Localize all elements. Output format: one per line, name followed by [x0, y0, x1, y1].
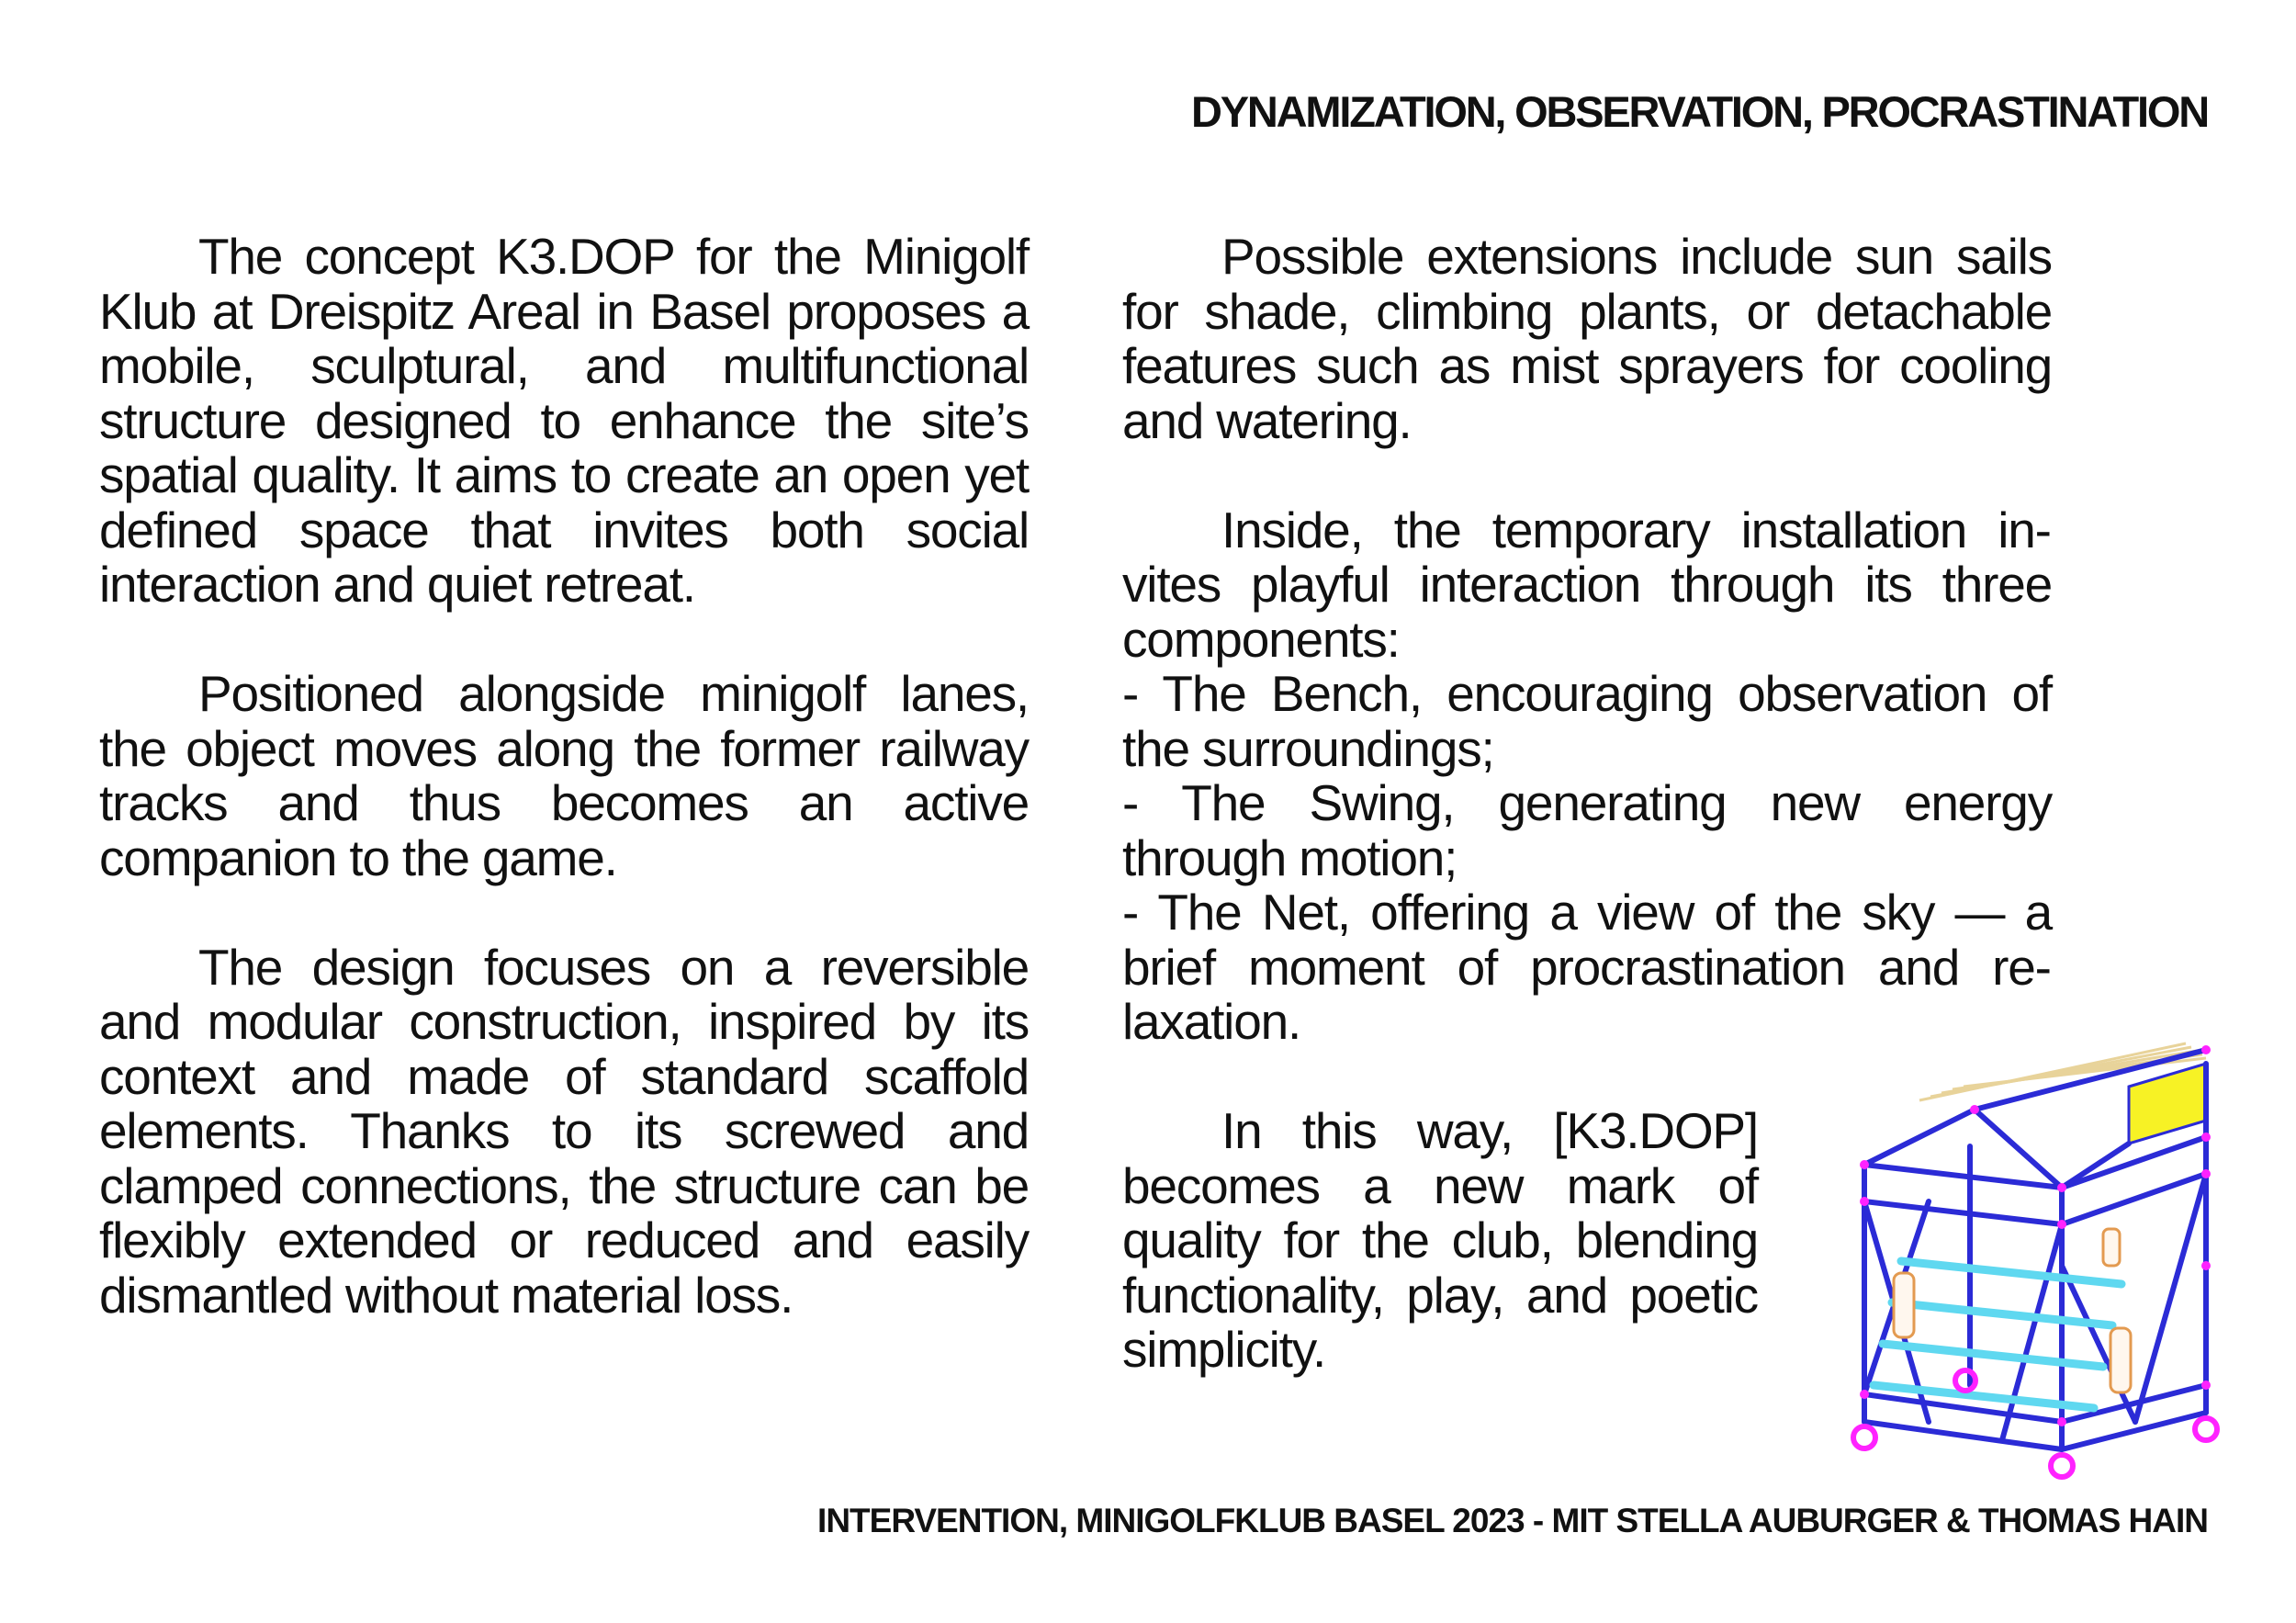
position-paragraph: Positioned alongside minigolf lanes, the object moves along the former railway tracks and thus becomes an active companion to the game.	[99, 665, 1029, 886]
component-swing: - The Swing, generating new energy through motion;	[1122, 774, 2052, 886]
footer-credit: INTERVENTION, MINIGOLFKLUB BASEL 2023 - MIT STELLA AUBURGER & THOMAS HAIN	[817, 1502, 2208, 1539]
design-paragraph: The design focuses on a reversible and modular construction, inspired by its context and made of standard scaffold elements. Thanks to its screwed and clamped connections, the structure can be flexibly extended or reduced and easily dismantled without material loss.	[99, 938, 1029, 1324]
components-paragraph	[1122, 503, 2052, 1050]
extensions-paragraph: Possible extensions include sun sails for shade, climbing plants, or detachable features such as mist sprayers for cooling and watering.	[1122, 228, 2052, 449]
structure-drawing	[1846, 1036, 2223, 1495]
closing-paragraph: In this way, [K3.DOP] becomes a new mark of quality for the club, blending functionality, play, and poetic simplicity.	[1122, 1102, 1758, 1378]
left-column	[99, 230, 1029, 1378]
page-title: DYNAMIZATION, OBSERVATION, PROCRASTINATION	[1191, 87, 2208, 136]
component-bench: - The Bench, encouraging observation of the surroundings;	[1122, 665, 2052, 777]
concept-paragraph: The concept K3.DOP for the Minigolf Klub at Dreispitz Areal in Basel proposes a mobile, sculptural, and multifunctional structure designed to enhance the site’s spatial quality. It aims to create an open yet defined space that invites both social interaction and quiet retreat.	[99, 228, 1029, 613]
components-intro: Inside, the temporary installation invites playful interaction through its three components:	[1122, 501, 2052, 668]
component-net: - The Net, offering a view of the sky — a brief moment of procrastination and relaxation.	[1122, 884, 2052, 1050]
roof-panel	[2129, 1064, 2206, 1144]
